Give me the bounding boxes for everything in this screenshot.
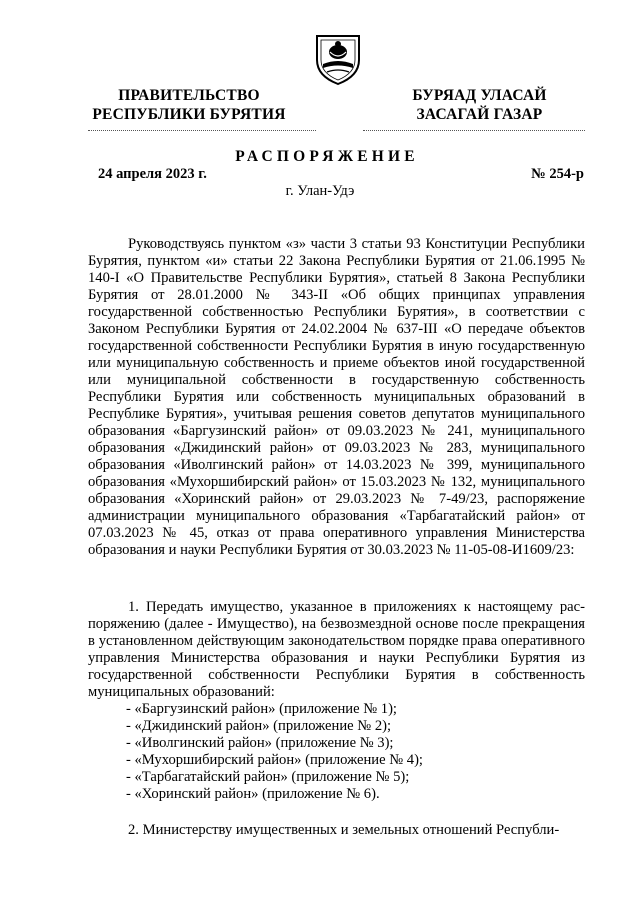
item-1-paragraph: 1. Передать имущество, указанное в приложениях к настоящему распоряжению (далее - Имущество), на безвозмездной основе после прекращения в установленном действующим законодательством порядке права оперативного управления Министерства образования и науки Республики Бурятия из государственной собственности Республики Бурятия в собственность муниципальных образований:: [88, 599, 585, 700]
list-item: - «Иволгинский район» (приложение № 3);: [126, 735, 394, 751]
org-name-russian: [88, 86, 290, 124]
document-number: № 254-р: [531, 166, 584, 182]
list-item: - «Хоринский район» (приложение № 6).: [126, 786, 380, 802]
preamble-section: [88, 236, 585, 559]
org-left-line1: ПРАВИТЕЛЬСТВО: [118, 87, 260, 104]
list-item: - «Джидинский район» (приложение № 2);: [126, 718, 392, 734]
list-item: - «Тарбагатайский район» (приложение № 5);: [126, 769, 410, 785]
recipients-list: [126, 701, 423, 803]
coat-of-arms-icon: [313, 30, 363, 86]
item-1-section: [88, 599, 585, 701]
list-item: - «Мухоршибирский район» (приложение № 4);: [126, 752, 423, 768]
list-item: - «Баргузинский район» (приложение № 1);: [126, 701, 397, 717]
document-type-title: РАСПОРЯЖЕНИЕ: [235, 148, 419, 165]
header-divider-right: [363, 130, 585, 131]
document-date: 24 апреля 2023 г.: [98, 166, 207, 182]
item-2-section: [88, 822, 585, 839]
header-divider-left: [88, 130, 316, 131]
item-2-paragraph: 2. Министерству имущественных и земельных отношений Республи-: [128, 822, 560, 838]
org-name-buryat: [402, 86, 557, 124]
org-left-line2: РЕСПУБЛИКИ БУРЯТИЯ: [92, 106, 286, 123]
org-right-line1: БУРЯАД УЛАСАЙ: [412, 87, 547, 104]
document-city: г. Улан-Удэ: [285, 183, 355, 199]
org-right-line2: ЗАСАГАЙ ГАЗАР: [416, 106, 543, 123]
preamble-paragraph: Руководствуясь пунктом «з» части 3 статьи 93 Конституции Республики Бурятия, пунктом «и» статьи 22 Закона Республики Бурятия от 21.06.1995 № 140-I «О Правительстве Республики Бурятия», статьей 8 Закона Республики Бурятия от 28.01.2000 № 343-II «Об общих принципах управления государственной собственностью Республики Бурятия», в соответствии с Законом Республики Бурятия от 24.02.2004 № 637-III «О передаче объектов государственной собственности Республики Бурятия в иную государственную или муниципальную собственность и приеме объектов иной государственной или муниципальной собственности в государственную собственность Республики Бурятия или собственность муниципальных образований в Республике Бурятия», учитывая решения советов депутатов муниципального образования «Баргузинский район» от 09.03.2023 № 241, муниципального образования «Джидинский район» от 09.03.2023 № 283, муниципального образования «Иволгинский район» от 14.03.2023 № 399, муниципального образования «Мухоршибирский район» от 15.03.2023 № 132, муниципального образования «Хоринский район» от 29.03.2023 № 7-49/23, распоряжение администрации муниципального образования «Тарбагатайский район» от 07.03.2023 № 45, отказ от права оперативного управления Министерства образования и науки Республики Бурятия от 30.03.2023 № 11-05-08-И1609/23:: [88, 236, 585, 558]
